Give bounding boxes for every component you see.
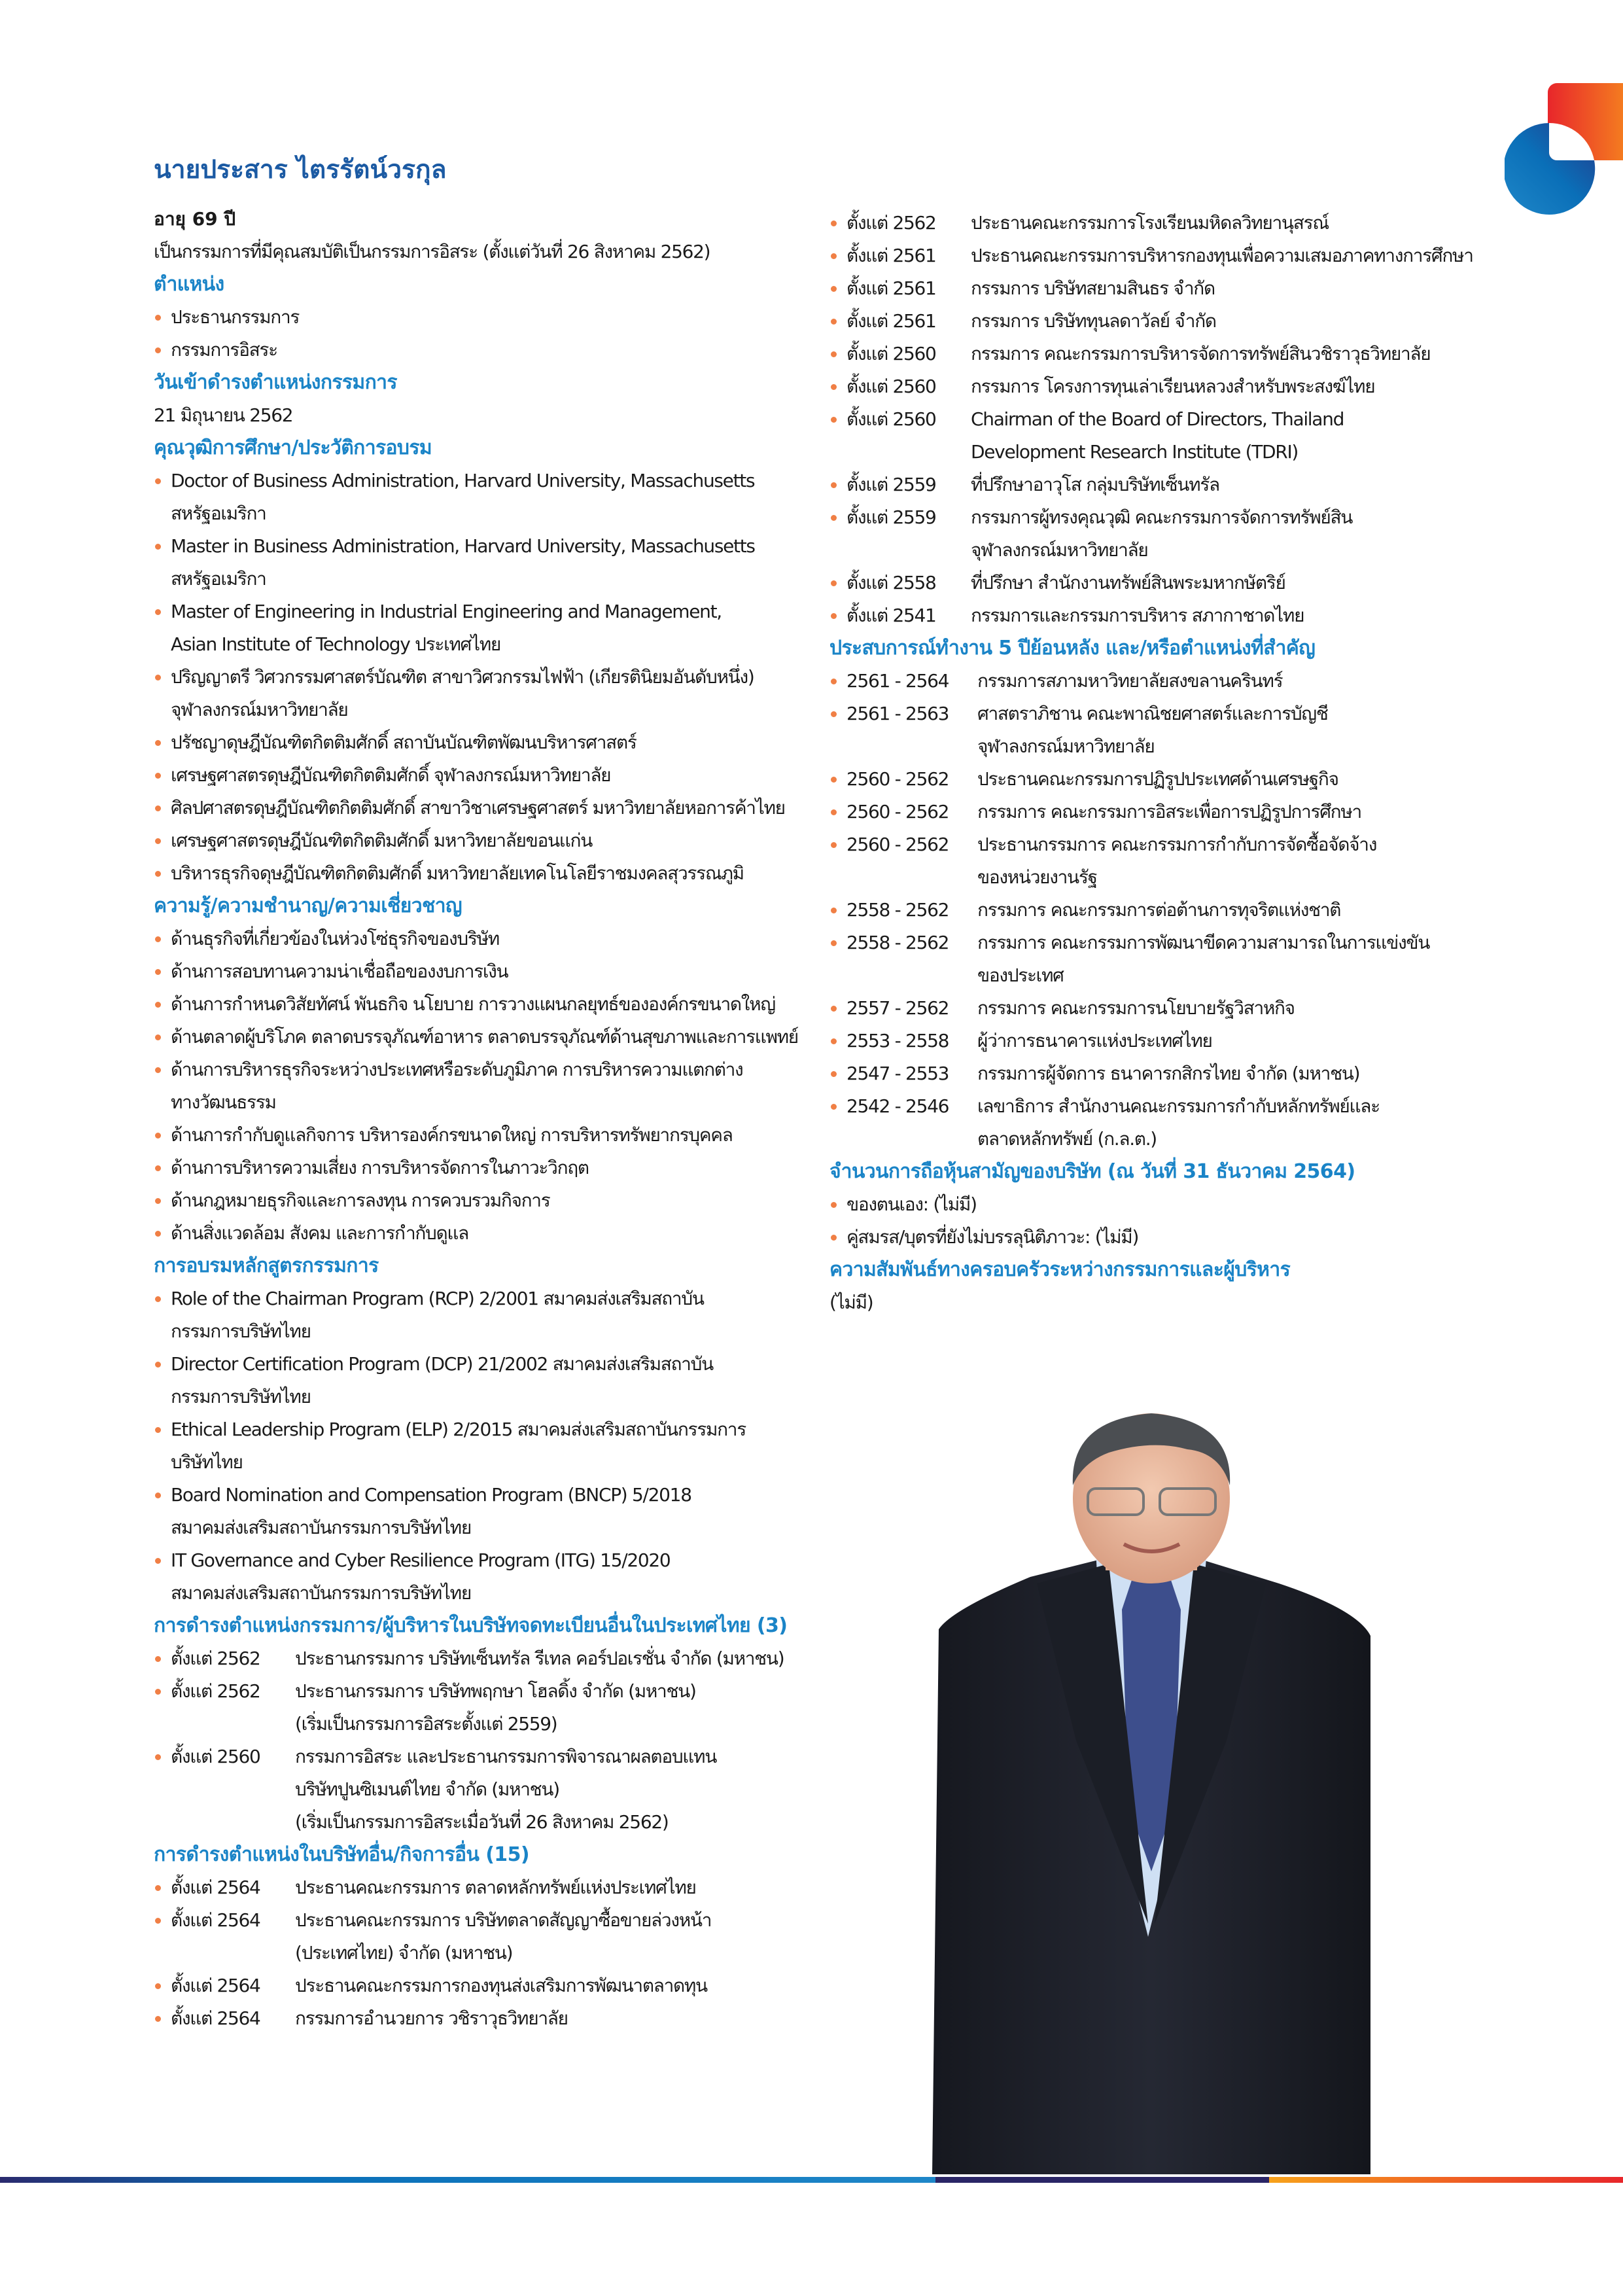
- role-description: กรรมการผู้จัดการ ธนาคารกสิกรไทย จำกัด (มหาชน): [977, 1063, 1360, 1084]
- role-description: ประธานกรรมการ คณะกรรมการกำกับการจัดซื้อจัดจ้าง ของหน่วยงานรัฐ: [977, 834, 1377, 888]
- positions-list: [154, 301, 792, 366]
- list-item: [829, 501, 1474, 567]
- period-label: ตั้งแต่ 2564: [171, 1877, 260, 1898]
- positions-heading: ตำแหน่ง: [154, 273, 224, 296]
- bullet-icon: [831, 940, 837, 946]
- list-item: เศรษฐศาสตรดุษฎีบัณฑิตกิตติมศักดิ์ จุฬาลงกรณ์มหาวิทยาลัย: [154, 759, 792, 792]
- period-label: ตั้งแต่ 2562: [846, 212, 936, 234]
- list-item: [829, 1057, 1474, 1090]
- director-name: นายประสาร ไตรรัตน์วรกุล: [154, 155, 447, 185]
- bullet-icon: [831, 1006, 837, 1012]
- period-label: ตั้งแต่ 2541: [846, 605, 936, 626]
- bullet-icon: [155, 1558, 161, 1564]
- director-training-list: [154, 1282, 792, 1610]
- list-item: [829, 828, 1474, 894]
- list-item: [829, 338, 1474, 370]
- role-description: ผู้ว่าการธนาคารแห่งประเทศไทย: [977, 1030, 1212, 1051]
- list-item: ด้านการสอบทานความน่าเชื่อถือของงบการเงิน: [154, 955, 792, 988]
- bullet-icon: [831, 319, 837, 325]
- appointment-date: 21 มิถุนายน 2562: [154, 404, 293, 426]
- bullet-icon: [155, 1885, 161, 1891]
- bullet-icon: [831, 711, 837, 717]
- list-item: [154, 1904, 792, 1969]
- list-item: ศิลปศาสตรดุษฎีบัณฑิตกิตติมศักดิ์ สาขาวิชาเศรษฐศาสตร์ มหาวิทยาลัยหอการค้าไทย: [154, 792, 792, 824]
- bullet-icon: [155, 740, 161, 746]
- role-description: ประธานคณะกรรมการปฏิรูปประเทศด้านเศรษฐกิจ: [977, 768, 1338, 790]
- bullet-icon: [155, 2016, 161, 2022]
- bullet-icon: [831, 384, 837, 390]
- bullet-icon: [155, 1067, 161, 1073]
- role-description: ประธานคณะกรรมการ ตลาดหลักทรัพย์แห่งประเทศไทย: [295, 1877, 696, 1898]
- role-description: ประธานกรรมการ บริษัทพฤกษา โฮลดิ้ง จำกัด (มหาชน) (เริ่มเป็นกรรมการอิสระตั้งแต่ 2559): [295, 1680, 696, 1735]
- list-item: บริหารธุรกิจดุษฎีบัณฑิตกิตติมศักดิ์ มหาวิทยาลัยเทคโนโลยีราชมงคลสุวรรณภูมิ: [154, 857, 792, 890]
- list-item: [154, 1642, 792, 1675]
- period-label: ตั้งแต่ 2560: [171, 1746, 260, 1767]
- list-item: [829, 207, 1474, 239]
- role-description: ประธานคณะกรรมการโรงเรียนมหิดลวิทยานุสรณ์: [971, 212, 1329, 234]
- bullet-icon: [155, 936, 161, 942]
- bullet-icon: [831, 515, 837, 521]
- experience-heading: ประสบการณ์ทำงาน 5 ปีย้อนหลัง และ/หรือตำแหน่งที่สำคัญ: [829, 637, 1316, 660]
- company-logo-icon: [1505, 82, 1623, 232]
- bullet-icon: [831, 580, 837, 586]
- bullet-icon: [155, 1165, 161, 1171]
- period-label: ตั้งแต่ 2564: [171, 1909, 260, 1931]
- period-label: ตั้งแต่ 2560: [846, 408, 936, 430]
- education-heading: คุณวุฒิการศึกษา/ประวัติการอบรม: [154, 436, 432, 459]
- bullet-icon: [155, 675, 161, 680]
- role-description: กรรมการสภามหาวิทยาลัยสงขลานครินทร์: [977, 670, 1283, 692]
- bullet-icon: [155, 1656, 161, 1662]
- period-label: ตั้งแต่ 2564: [171, 2007, 260, 2029]
- bullet-icon: [155, 478, 161, 484]
- role-description: กรรมการอิสระ และประธานกรรมการพิจารณาผลตอบแทน บริษัทปูนซิเมนต์ไทย จำกัด (มหาชน) (เริ่มเป็นกรรมการอิสระเมื่อวันที่ 26 สิงหาคม 2562): [295, 1746, 717, 1833]
- role-description: กรรมการ โครงการทุนเล่าเรียนหลวงสำหรับพระสงฆ์ไทย: [971, 376, 1375, 397]
- period-label: 2558 - 2562: [846, 932, 949, 953]
- expertise-list: [154, 923, 798, 1250]
- list-item: ด้านการบริหารความเสี่ยง การบริหารจัดการในภาวะวิกฤต: [154, 1152, 792, 1184]
- period-label: ตั้งแต่ 2561: [846, 310, 936, 332]
- bullet-icon: [831, 809, 837, 815]
- bullet-icon: [155, 838, 161, 844]
- bullet-icon: [155, 1427, 161, 1433]
- director-age: อายุ 69 ปี: [154, 208, 236, 230]
- list-item: คู่สมรส/บุตรที่ยังไม่บรรลุนิติภาวะ: (ไม่มี): [829, 1221, 1474, 1254]
- list-item: ด้านกฎหมายธุรกิจและการลงทุน การควบรวมกิจการ: [154, 1184, 792, 1217]
- expertise-heading: ความรู้/ความชำนาญ/ความเชี่ยวชาญ: [154, 894, 462, 917]
- list-item: [829, 665, 1474, 698]
- list-item: [829, 567, 1474, 599]
- bullet-icon: [831, 679, 837, 684]
- director-portrait-photo: [913, 1413, 1390, 2174]
- bullet-icon: [155, 1231, 161, 1237]
- period-label: ตั้งแต่ 2560: [846, 343, 936, 364]
- list-item: [829, 894, 1474, 927]
- list-item: [829, 272, 1474, 305]
- role-description: Chairman of the Board of Directors, Thailand Development Research Institute (TDRI): [971, 408, 1344, 463]
- bullet-icon: [155, 1754, 161, 1760]
- period-label: ตั้งแต่ 2559: [846, 506, 936, 528]
- bullet-icon: [155, 1689, 161, 1695]
- list-item: ประธานกรรมการ: [154, 301, 792, 334]
- list-item: [154, 1675, 792, 1740]
- period-label: 2547 - 2553: [846, 1063, 949, 1084]
- role-description: กรรมการ คณะกรรมการต่อต้านการทุจริตแห่งชาติ: [977, 899, 1341, 921]
- period-label: ตั้งแต่ 2562: [171, 1680, 260, 1702]
- list-item: [829, 599, 1474, 632]
- bullet-icon: [155, 315, 161, 321]
- list-item: ด้านธุรกิจที่เกี่ยวข้องในห่วงโซ่ธุรกิจของบริษัท: [154, 923, 792, 955]
- director-training-heading: การอบรมหลักสูตรกรรมการ: [154, 1254, 379, 1277]
- bullet-icon: [831, 842, 837, 848]
- role-description: กรรมการอำนวยการ วชิราวุธวิทยาลัย: [295, 2007, 568, 2029]
- list-item: [829, 1025, 1474, 1057]
- list-item: [829, 1090, 1474, 1156]
- period-label: ตั้งแต่ 2561: [846, 277, 936, 299]
- role-description: เลขาธิการ สำนักงานคณะกรรมการกำกับหลักทรัพย์และ ตลาดหลักทรัพย์ (ก.ล.ต.): [977, 1095, 1380, 1150]
- list-item: [829, 992, 1474, 1025]
- period-label: ตั้งแต่ 2558: [846, 572, 936, 593]
- education-list: [154, 465, 792, 890]
- period-label: 2561 - 2563: [846, 703, 949, 724]
- left-column: [154, 152, 798, 2035]
- role-description: ประธานคณะกรรมการกองทุนส่งเสริมการพัฒนาตลาดทุน: [295, 1975, 707, 1996]
- bullet-icon: [831, 1071, 837, 1077]
- list-item: ด้านสิ่งแวดล้อม สังคม และการกำกับดูแล: [154, 1217, 792, 1250]
- bullet-icon: [831, 482, 837, 488]
- listed-positions-heading: การดำรงตำแหน่งกรรมการ/ผู้บริหารในบริษัทจดทะเบียนอื่นในประเทศไทย (3): [154, 1614, 788, 1637]
- bullet-icon: [155, 1198, 161, 1204]
- period-label: 2560 - 2562: [846, 834, 949, 855]
- list-item: Master in Business Administration, Harvard University, Massachusetts สหรัฐอเมริกา: [154, 530, 792, 595]
- period-label: 2558 - 2562: [846, 899, 949, 921]
- list-item: Master of Engineering in Industrial Engineering and Management, Asian Institute of Technology ประเทศไทย: [154, 595, 792, 661]
- list-item: Role of the Chairman Program (RCP) 2/2001 สมาคมส่งเสริมสถาบัน กรรมการบริษัทไทย: [154, 1282, 792, 1348]
- list-item: [829, 305, 1474, 338]
- period-label: 2561 - 2564: [846, 670, 949, 692]
- period-label: 2542 - 2546: [846, 1095, 949, 1117]
- role-description: ศาสตราภิชาน คณะพาณิชยศาสตร์และการบัญชี จุฬาลงกรณ์มหาวิทยาลัย: [977, 703, 1328, 757]
- role-description: ประธานคณะกรรมการ บริษัทตลาดสัญญาซื้อขายล่วงหน้า (ประเทศไทย) จำกัด (มหาชน): [295, 1909, 712, 1964]
- bullet-icon: [831, 1104, 837, 1110]
- other-positions-list: [154, 1871, 792, 2035]
- list-item: ด้านการกำกับดูแลกิจการ บริหารองค์กรขนาดใหญ่ การบริหารทรัพยากรบุคคล: [154, 1119, 792, 1152]
- bullet-icon: [831, 1038, 837, 1044]
- list-item: ปริญญาตรี วิศวกรรมศาสตร์บัณฑิต สาขาวิศวกรรมไฟฟ้า (เกียรตินิยมอันดับหนึ่ง) จุฬาลงกรณ์มหาวิทยาลัย: [154, 661, 792, 726]
- bullet-icon: [155, 969, 161, 975]
- bullet-icon: [155, 1918, 161, 1924]
- list-item: [829, 370, 1474, 403]
- shareholding-list: [829, 1188, 1474, 1254]
- listed-positions-list: [154, 1642, 792, 1839]
- footer-color-bar: [0, 2177, 1623, 2183]
- period-label: ตั้งแต่ 2560: [846, 376, 936, 397]
- role-description: กรรมการ คณะกรรมการบริหารจัดการทรัพย์สินวชิราวุธวิทยาลัย: [971, 343, 1431, 364]
- other-positions-list-continued: [829, 207, 1474, 632]
- period-label: ตั้งแต่ 2559: [846, 474, 936, 495]
- list-item: Ethical Leadership Program (ELP) 2/2015 สมาคมส่งเสริมสถาบันกรรมการ บริษัทไทย: [154, 1413, 792, 1479]
- list-item: Doctor of Business Administration, Harvard University, Massachusetts สหรัฐอเมริกา: [154, 465, 792, 530]
- list-item: [154, 1871, 792, 1904]
- role-description: ประธานกรรมการ บริษัทเซ็นทรัล รีเทล คอร์ปอเรชั่น จำกัด (มหาชน): [295, 1648, 784, 1669]
- bullet-icon: [155, 1492, 161, 1498]
- period-label: ตั้งแต่ 2564: [171, 1975, 260, 1996]
- role-description: กรรมการผู้ทรงคุณวุฒิ คณะกรรมการจัดการทรัพย์สิน จุฬาลงกรณ์มหาวิทยาลัย: [971, 506, 1353, 561]
- bullet-icon: [831, 777, 837, 783]
- role-description: กรรมการ คณะกรรมการอิสระเพื่อการปฏิรูปการศึกษา: [977, 801, 1361, 822]
- list-item: [154, 1740, 792, 1839]
- bullet-icon: [831, 417, 837, 423]
- period-label: 2553 - 2558: [846, 1030, 949, 1051]
- list-item: [154, 2002, 792, 2035]
- list-item: [829, 796, 1474, 828]
- list-item: ของตนเอง: (ไม่มี): [829, 1188, 1474, 1221]
- right-column: [829, 207, 1474, 1319]
- list-item: ด้านตลาดผู้บริโภค ตลาดบรรจุภัณฑ์อาหาร ตลาดบรรจุภัณฑ์ด้านสุขภาพและการแพทย์: [154, 1021, 792, 1053]
- list-item: [829, 403, 1474, 468]
- list-item: Board Nomination and Compensation Program (BNCP) 5/2018 สมาคมส่งเสริมสถาบันกรรมการบริษัทไทย: [154, 1479, 792, 1544]
- bullet-icon: [155, 805, 161, 811]
- bullet-icon: [155, 1362, 161, 1368]
- period-label: 2560 - 2562: [846, 801, 949, 822]
- list-item: [829, 763, 1474, 796]
- family-heading: ความสัมพันธ์ทางครอบครัวระหว่างกรรมการและผู้บริหาร: [829, 1258, 1291, 1281]
- bullet-icon: [831, 253, 837, 259]
- list-item: กรรมการอิสระ: [154, 334, 792, 366]
- list-item: [829, 239, 1474, 272]
- list-item: [829, 698, 1474, 763]
- role-description: กรรมการ บริษัททุนลดาวัลย์ จำกัด: [971, 310, 1216, 332]
- list-item: [154, 1969, 792, 2002]
- bullet-icon: [831, 613, 837, 619]
- bullet-icon: [831, 221, 837, 226]
- list-item: Director Certification Program (DCP) 21/2002 สมาคมส่งเสริมสถาบัน กรรมการบริษัทไทย: [154, 1348, 792, 1413]
- bullet-icon: [831, 908, 837, 913]
- list-item: ปรัชญาดุษฎีบัณฑิตกิตติมศักดิ์ สถาบันบัณฑิตพัฒนบริหารศาสตร์: [154, 726, 792, 759]
- list-item: ด้านการกำหนดวิสัยทัศน์ พันธกิจ นโยบาย การวางแผนกลยุทธ์ขององค์กรขนาดใหญ่: [154, 988, 792, 1021]
- bullet-icon: [155, 544, 161, 550]
- role-description: ประธานคณะกรรมการบริหารกองทุนเพื่อความเสมอภาคทางการศึกษา: [971, 245, 1473, 266]
- list-item: IT Governance and Cyber Resilience Program (ITG) 15/2020 สมาคมส่งเสริมสถาบันกรรมการบริษัทไทย: [154, 1544, 792, 1610]
- bullet-icon: [155, 347, 161, 353]
- role-description: ที่ปรึกษา สำนักงานทรัพย์สินพระมหากษัตริย์: [971, 572, 1285, 593]
- period-label: ตั้งแต่ 2561: [846, 245, 936, 266]
- appointment-heading: วันเข้าดำรงตำแหน่งกรรมการ: [154, 371, 397, 394]
- other-positions-heading: การดำรงตำแหน่งในบริษัทอื่น/กิจการอื่น (15): [154, 1843, 529, 1866]
- bullet-icon: [155, 1034, 161, 1040]
- bullet-icon: [831, 1235, 837, 1241]
- role-description: กรรมการ คณะกรรมการนโยบายรัฐวิสาหกิจ: [977, 997, 1295, 1019]
- list-item: [829, 468, 1474, 501]
- bullet-icon: [155, 773, 161, 779]
- shareholding-heading: จำนวนการถือหุ้นสามัญของบริษัท (ณ วันที่ 31 ธันวาคม 2564): [829, 1160, 1355, 1183]
- role-description: กรรมการและกรรมการบริหาร สภากาชาดไทย: [971, 605, 1304, 626]
- bullet-icon: [155, 871, 161, 877]
- list-item: ด้านการบริหารธุรกิจระหว่างประเทศหรือระดับภูมิภาค การบริหารความแตกต่าง ทางวัฒนธรรม: [154, 1053, 792, 1119]
- period-label: 2557 - 2562: [846, 997, 949, 1019]
- bullet-icon: [831, 286, 837, 292]
- bullet-icon: [831, 1202, 837, 1208]
- role-description: กรรมการ คณะกรรมการพัฒนาขีดความสามารถในการแข่งขัน ของประเทศ: [977, 932, 1430, 986]
- bullet-icon: [155, 1983, 161, 1989]
- period-label: ตั้งแต่ 2562: [171, 1648, 260, 1669]
- experience-list: [829, 665, 1474, 1156]
- bullet-icon: [155, 1296, 161, 1302]
- list-item: [829, 927, 1474, 992]
- bullet-icon: [155, 1133, 161, 1139]
- family-value: (ไม่มี): [829, 1292, 873, 1313]
- bullet-icon: [831, 351, 837, 357]
- role-description: ที่ปรึกษาอาวุโส กลุ่มบริษัทเซ็นทรัล: [971, 474, 1219, 495]
- period-label: 2560 - 2562: [846, 768, 949, 790]
- bullet-icon: [155, 1002, 161, 1008]
- role-description: กรรมการ บริษัทสยามสินธร จำกัด: [971, 277, 1215, 299]
- bullet-icon: [155, 609, 161, 615]
- list-item: เศรษฐศาสตรดุษฎีบัณฑิตกิตติมศักดิ์ มหาวิทยาลัยขอนแก่น: [154, 824, 792, 857]
- independent-note: เป็นกรรมการที่มีคุณสมบัติเป็นกรรมการอิสระ (ตั้งแต่วันที่ 26 สิงหาคม 2562): [154, 241, 710, 262]
